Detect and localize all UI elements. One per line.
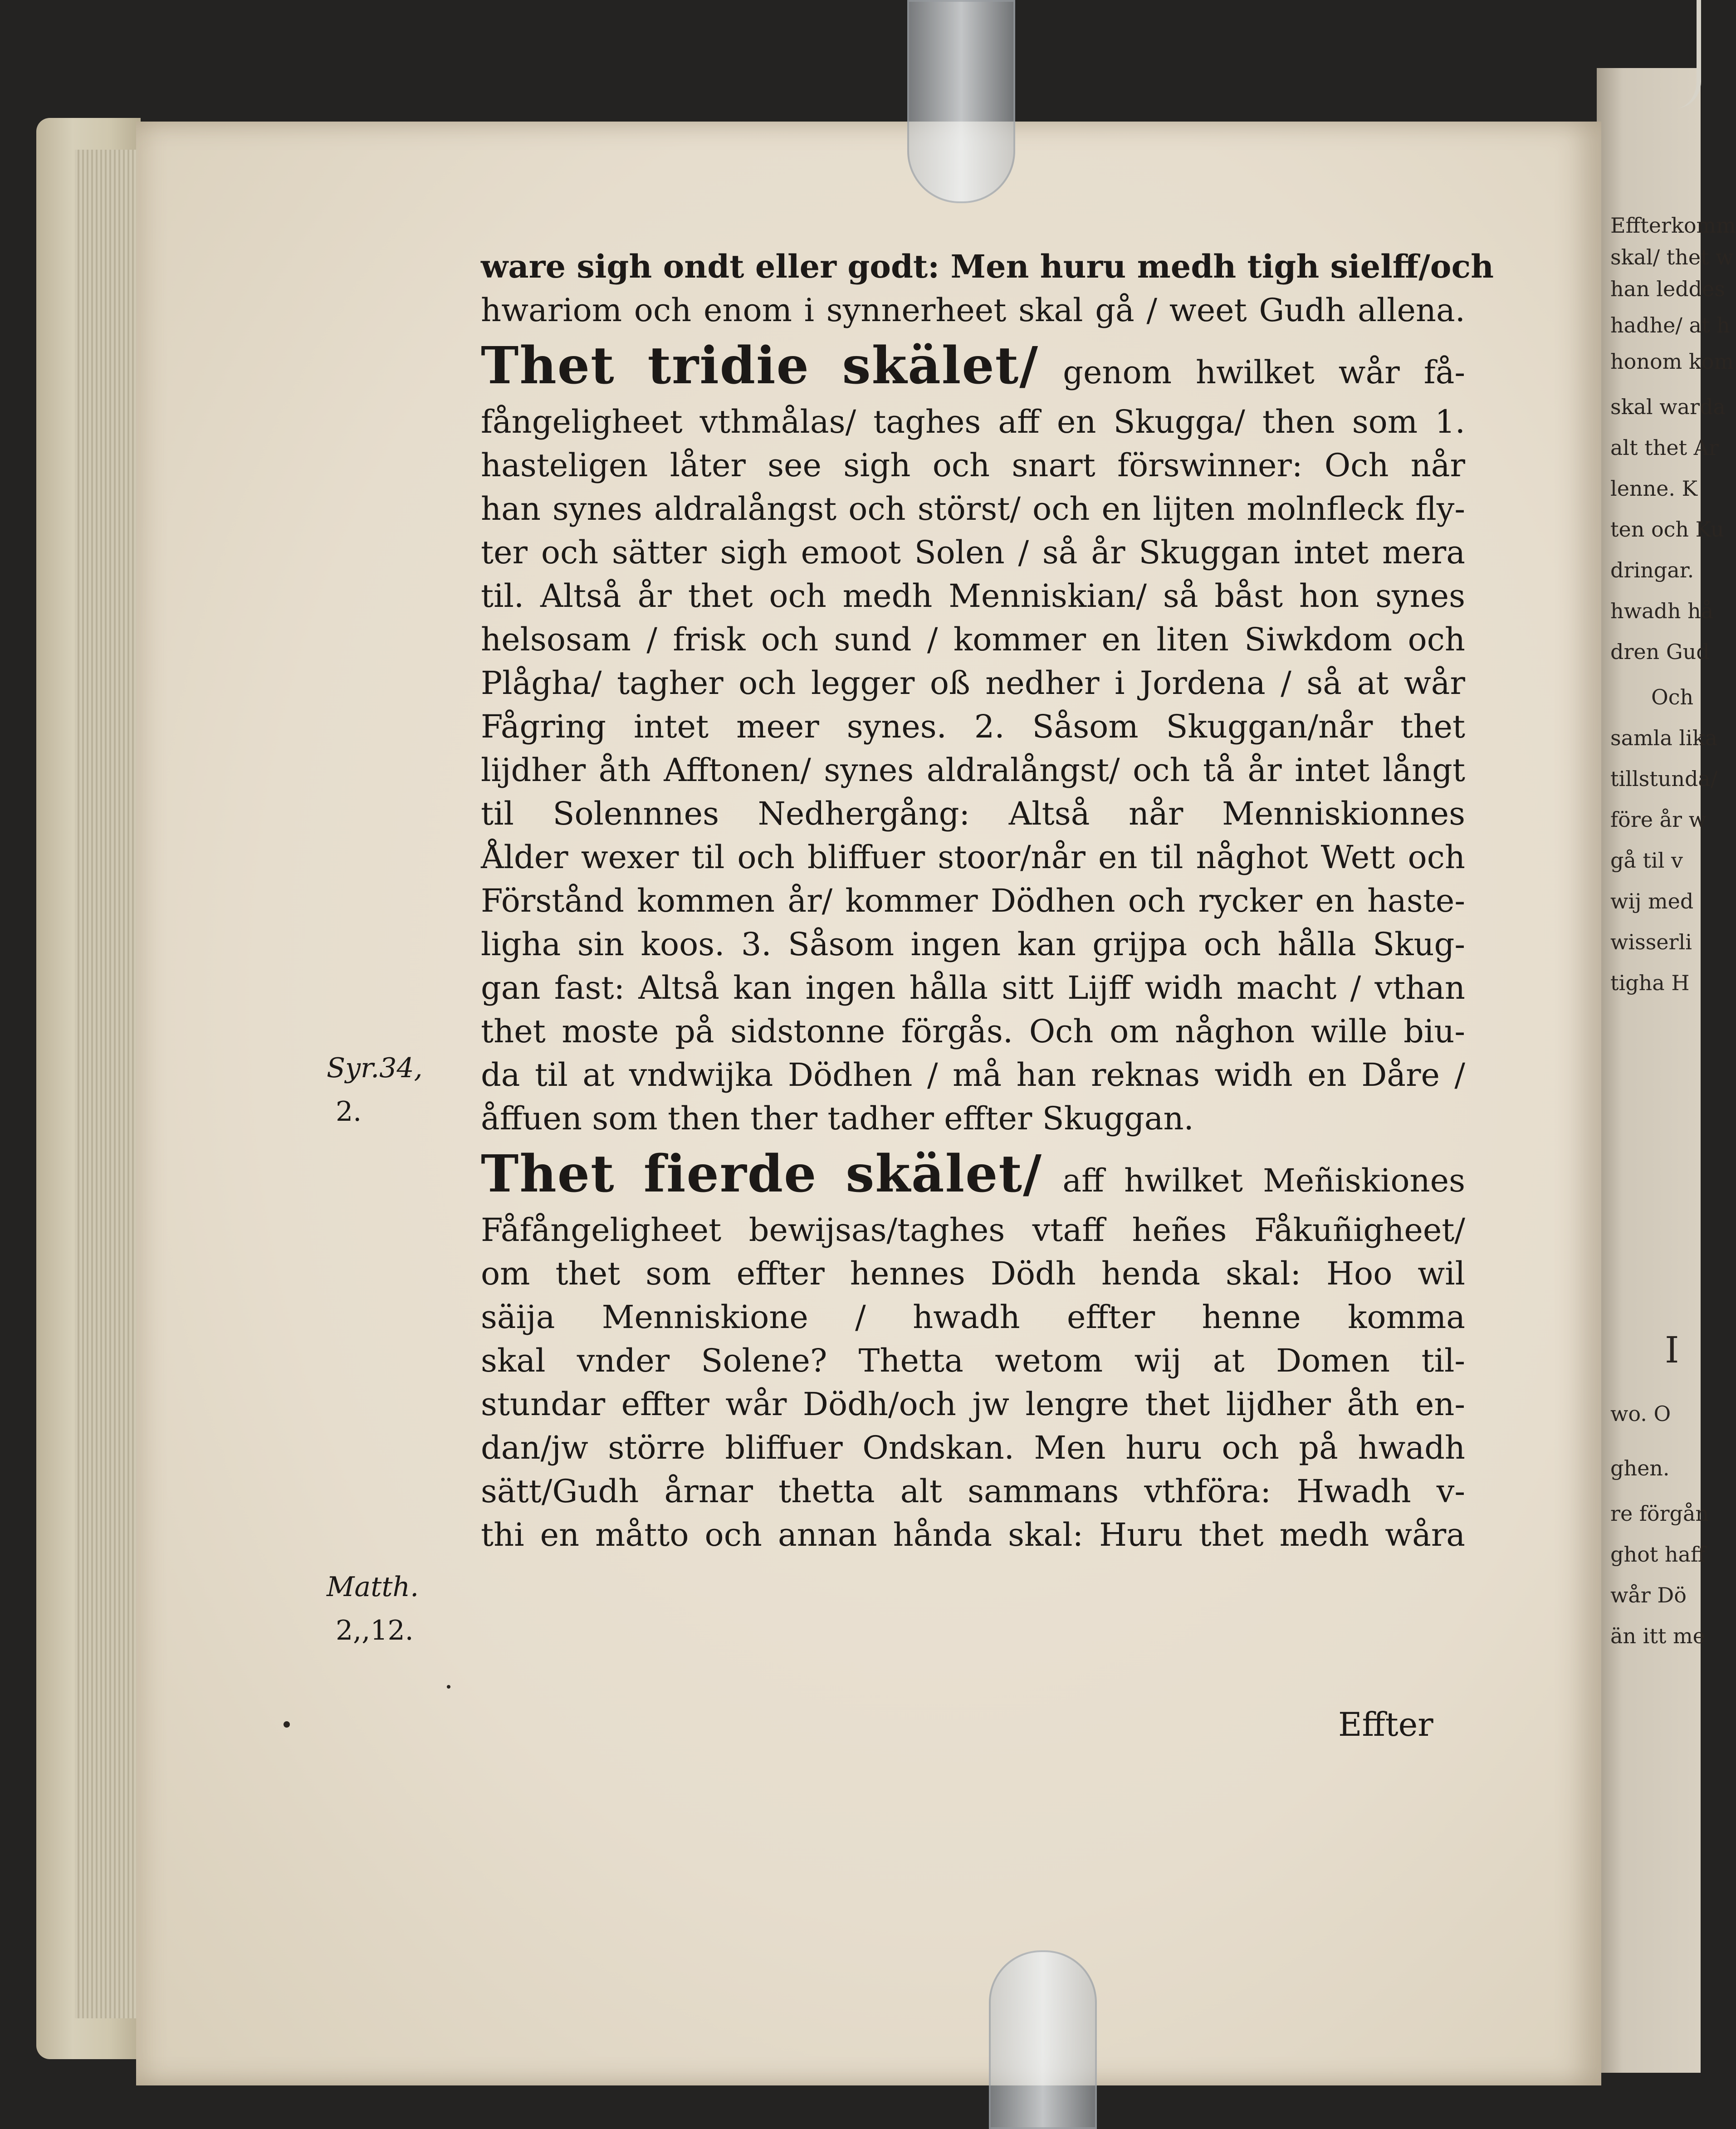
ink-speck <box>447 1685 450 1689</box>
margin-reference: Matth. <box>327 1571 419 1603</box>
facing-line: gå til v <box>1610 848 1683 873</box>
text-line: sätt/Gudh årnar thetta alt sammans vthföra: Hwadh v- <box>481 1473 1465 1510</box>
facing-page <box>1597 68 1736 2073</box>
catchword: Effter <box>1338 1705 1433 1743</box>
text-line: om thet som effter hennes Dödh henda skal: Hoo wil <box>481 1255 1465 1292</box>
bookmark-string <box>1642 0 1701 109</box>
text-line: ware sigh ondt eller godt: Men huru medh tigh sielff/och <box>481 248 1494 285</box>
facing-line: tigha H <box>1610 971 1690 995</box>
ink-speck <box>284 1721 290 1728</box>
section-heading: Thet fierde skälet/ <box>481 1144 1043 1204</box>
text-line: fångeligheet vthmålas/ taghes aff en Skugga/ then som 1. <box>481 403 1465 440</box>
page-holder-clip-bottom <box>989 1950 1097 2129</box>
facing-line: skal/ thet w <box>1610 245 1734 269</box>
text-line: Plågha/ tagher och legger oß nedher i Jordena / så at wår <box>481 664 1465 702</box>
facing-line: Effterkomm <box>1610 213 1736 238</box>
text-line: da til at vndwijka Dödhen / må han reknas widh en Dåre / <box>481 1056 1465 1094</box>
text-line: helsosam / frisk och sund / kommer en liten Siwkdom och <box>481 621 1465 658</box>
page-stack-edge <box>75 150 143 2018</box>
facing-line: lenne. K <box>1610 476 1698 501</box>
margin-reference: 2,,12. <box>336 1615 414 1646</box>
text-line: hwariom och enom i synnerheet skal gå / weet Gudh allena. <box>481 292 1465 329</box>
facing-line: re förgån <box>1610 1501 1709 1526</box>
facing-line: honom kom <box>1610 349 1734 374</box>
facing-line: före år w <box>1610 807 1707 832</box>
heading-continuation: genom hwilket wår få- <box>1063 354 1465 391</box>
margin-reference: Syr.34, <box>327 1052 423 1084</box>
text-line: ter och sätter sigh emoot Solen / så år Skuggan intet mera <box>481 534 1465 571</box>
text-line: dan/jw större bliffuer Ondskan. Men huru och på hwadh <box>481 1429 1465 1466</box>
facing-line: samla lika <box>1610 726 1718 750</box>
facing-line: hwadh hå <box>1610 599 1714 623</box>
text-line: til. Altså år thet och medh Menniskian/ så båst hon synes <box>481 577 1465 615</box>
main-text-block <box>481 245 1494 1557</box>
facing-line: ghen. <box>1610 1456 1670 1480</box>
facing-line: wisserli <box>1610 930 1692 954</box>
section-heading-line <box>481 1140 1465 1208</box>
text-line: hasteligen låter see sigh och snart förswinner: Och når <box>481 447 1465 484</box>
facing-line: alt thet Ar <box>1610 435 1719 460</box>
section-heading-line <box>481 332 1465 400</box>
facing-line: dringar. <box>1610 558 1694 582</box>
facing-line: dren Gud <box>1610 640 1710 664</box>
facing-line: Och <box>1651 685 1694 709</box>
text-line: gan fast: Altså kan ingen hålla sitt Lijff widh macht / vthan <box>481 969 1465 1006</box>
text-line: Fåfångeligheet bewijsas/taghes vtaff heñes Fåkuñigheet/ <box>481 1211 1465 1249</box>
facing-line: tillstunda/ <box>1610 767 1718 791</box>
text-line: Fågring intet meer synes. 2. Såsom Skuggan/når thet <box>481 708 1465 745</box>
facing-line: ghot haff <box>1610 1542 1706 1567</box>
facing-line: skal warda <box>1610 395 1726 419</box>
text-line: til Solennnes Nedhergång: Altså når Menniskionnes <box>481 795 1465 832</box>
text-line: Ålder wexer til och bliffuer stoor/når en til någhot Wett och <box>481 839 1465 876</box>
facing-line: I <box>1665 1329 1679 1371</box>
text-line: skal vnder Solene? Thetta wetom wij at Domen til- <box>481 1342 1465 1379</box>
facing-line: än itt me <box>1610 1624 1705 1648</box>
text-line: han synes aldralångst och störst/ och en lijten molnfleck fly- <box>481 490 1465 527</box>
facing-line: hadhe/ at h <box>1610 313 1730 337</box>
facing-line: ten och Ku <box>1610 517 1724 542</box>
facing-line: wij med <box>1610 889 1694 913</box>
margin-reference: 2. <box>336 1096 362 1128</box>
section-heading: Thet tridie skälet/ <box>481 336 1039 396</box>
text-line: thi en måtto och annan hånda skal: Huru thet medh wåra <box>481 1516 1465 1553</box>
text-line: Förstånd kommen år/ kommer Dödhen och rycker en haste- <box>481 882 1465 919</box>
page-holder-clip-top <box>907 0 1015 203</box>
facing-line: han leddes <box>1610 277 1725 301</box>
facing-line: wo. O <box>1610 1401 1671 1426</box>
text-line: lijdher åth Afftonen/ synes aldralångst/ och tå år intet långt <box>481 752 1465 789</box>
text-line: ligha sin koos. 3. Såsom ingen kan grijpa och hålla Skug- <box>481 926 1465 963</box>
text-line: åffuen som then ther tadher effter Skuggan. <box>481 1100 1194 1137</box>
text-line: stundar effter wår Dödh/och jw lengre thet lijdher åth en- <box>481 1386 1465 1423</box>
heading-continuation: aff hwilket Meñiskiones <box>1062 1162 1465 1199</box>
text-line: säija Menniskione / hwadh effter henne komma <box>481 1299 1465 1336</box>
text-line: thet moste på sidstonne förgås. Och om någhon wille biu- <box>481 1013 1465 1050</box>
facing-line: wår Dö <box>1610 1583 1687 1607</box>
